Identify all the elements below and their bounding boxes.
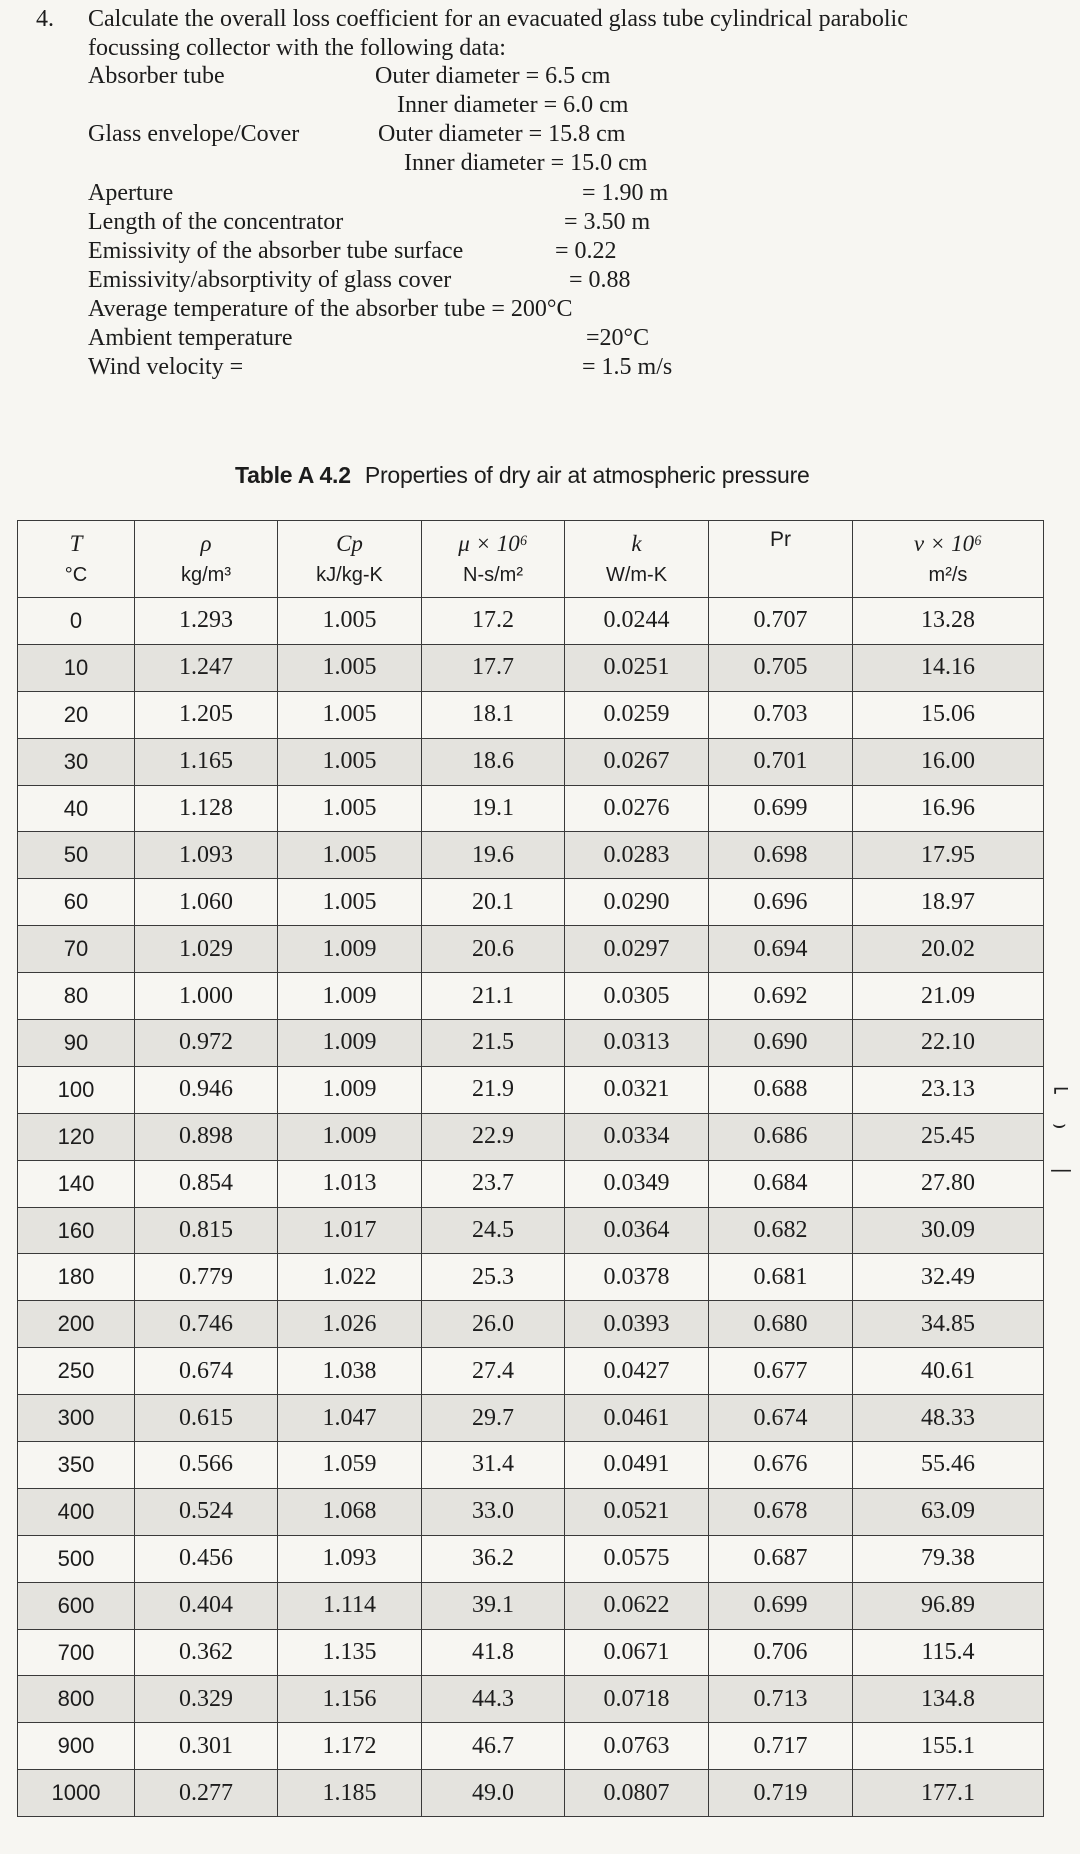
table-cell: 14.16 [853,644,1044,691]
table-cell: 60 [18,879,135,926]
table-cell: 1.009 [278,1066,422,1113]
header-unit: kg/m³ [181,563,231,586]
table-cell: 27.4 [422,1348,565,1395]
table-row [18,738,1044,785]
table-cell: 115.4 [853,1629,1044,1676]
header-sym: Cp [336,530,363,556]
table-cell: 0.0427 [565,1348,709,1395]
table-cell: 1.009 [278,973,422,1020]
table-cell: 0.0313 [565,1020,709,1067]
table-cell: 0.0763 [565,1723,709,1770]
table-row [18,1254,1044,1301]
table-cell: 0.701 [709,738,853,785]
table-cell: 17.95 [853,832,1044,879]
table-cell: 0.676 [709,1442,853,1489]
table-row [18,1020,1044,1067]
table-cell: 0.362 [135,1629,278,1676]
table-cell: 1.060 [135,879,278,926]
table-cell: 0.0718 [565,1676,709,1723]
table-cell: 16.00 [853,738,1044,785]
table-cell: 1.038 [278,1348,422,1395]
param-ambient-temp-label: Ambient temperature [88,325,293,351]
table-cell: 0.277 [135,1770,278,1817]
table-cell: 15.06 [853,691,1044,738]
table-cell: 21.1 [422,973,565,1020]
table-cell: 1.005 [278,879,422,926]
table-cell: 40.61 [853,1348,1044,1395]
table-row [18,1301,1044,1348]
table-cell: 1.114 [278,1582,422,1629]
param-glass-emissivity-value: = 0.88 [569,267,631,293]
table-cell: 27.80 [853,1160,1044,1207]
table-cell: 0.0276 [565,785,709,832]
table-cell: 0 [18,598,135,645]
table-cell: 1.047 [278,1395,422,1442]
header-sym: Pr [770,528,791,551]
table-cell: 0.0622 [565,1582,709,1629]
table-cell: 70 [18,926,135,973]
margin-pen-mark: ⌐ [1052,1078,1071,1103]
table-cell: 0.692 [709,973,853,1020]
header-unit: W/m-K [605,563,668,586]
table-cell: 0.898 [135,1113,278,1160]
table-cell: 160 [18,1207,135,1254]
table-cell: 0.0491 [565,1442,709,1489]
table-cell: 0.946 [135,1066,278,1113]
table-cell: 29.7 [422,1395,565,1442]
header-temperature [18,521,135,598]
table-cell: 90 [18,1020,135,1067]
table-cell: 300 [18,1395,135,1442]
table-cell: 0.0251 [565,644,709,691]
param-length-label: Length of the concentrator [88,209,344,235]
table-cell: 500 [18,1535,135,1582]
table-cell: 1.205 [135,691,278,738]
header-prandtl [709,521,853,598]
table-cell: 0.719 [709,1770,853,1817]
table-cell: 1.009 [278,1113,422,1160]
table-cell: 1.017 [278,1207,422,1254]
table-cell: 0.566 [135,1442,278,1489]
table-cell: 0.690 [709,1020,853,1067]
problem-text-line-2: focussing collector with the following data: [88,35,506,61]
table-cell: 1.009 [278,1020,422,1067]
param-aperture-label: Aperture [88,180,174,206]
table-cell: 1.013 [278,1160,422,1207]
table-row [18,598,1044,645]
table-cell: 1.005 [278,691,422,738]
table-cell: 1.005 [278,785,422,832]
table-cell: 177.1 [853,1770,1044,1817]
table-cell: 17.2 [422,598,565,645]
table-row [18,1207,1044,1254]
table-cell: 49.0 [422,1770,565,1817]
header-sym: T [69,530,83,556]
table-cell: 34.85 [853,1301,1044,1348]
table-row [18,1723,1044,1770]
table-cell: 1.009 [278,926,422,973]
table-cell: 0.0461 [565,1395,709,1442]
table-cell: 1.059 [278,1442,422,1489]
param-length-value: = 3.50 m [564,209,651,235]
table-cell: 1.000 [135,973,278,1020]
header-sym: ν × 10⁶ [913,530,983,556]
table-cell: 0.0575 [565,1535,709,1582]
table-cell: 1.005 [278,738,422,785]
header-sym: k [631,530,642,556]
table-cell: 0.680 [709,1301,853,1348]
table-cell: 0.688 [709,1066,853,1113]
table-cell: 1.068 [278,1488,422,1535]
table-cell: 0.686 [709,1113,853,1160]
table-cell: 1.093 [278,1535,422,1582]
table-cell: 1.022 [278,1254,422,1301]
problem-number: 4. [36,6,54,32]
table-cell: 30 [18,738,135,785]
table-row [18,1395,1044,1442]
table-cell: 0.0378 [565,1254,709,1301]
table-cell: 250 [18,1348,135,1395]
table-row [18,1160,1044,1207]
table-cell: 0.0334 [565,1113,709,1160]
table-cell: 0.0244 [565,598,709,645]
table-cell: 140 [18,1160,135,1207]
table-cell: 1.093 [135,832,278,879]
param-wind-label: Wind velocity = [88,354,244,380]
absorber-label: Absorber tube [88,63,225,89]
table-cell: 25.45 [853,1113,1044,1160]
table-cell: 36.2 [422,1535,565,1582]
table-cell: 0.0305 [565,973,709,1020]
table-cell: 100 [18,1066,135,1113]
table-cell: 23.13 [853,1066,1044,1113]
table-cell: 0.0321 [565,1066,709,1113]
header-sym: ρ [200,530,212,556]
table-cell: 0.699 [709,785,853,832]
table-cell: 0.0297 [565,926,709,973]
table-cell: 0.779 [135,1254,278,1301]
table-row [18,832,1044,879]
table-cell: 63.09 [853,1488,1044,1535]
param-aperture-value: = 1.90 m [582,180,669,206]
table-cell: 96.89 [853,1582,1044,1629]
table-cell: 134.8 [853,1676,1044,1723]
table-cell: 0.706 [709,1629,853,1676]
table-cell: 0.696 [709,879,853,926]
table-title: Properties of dry air at atmospheric pressure [364,462,810,488]
table-cell: 1.293 [135,598,278,645]
table-cell: 0.703 [709,691,853,738]
table-cell: 0.301 [135,1723,278,1770]
table-cell: 0.0259 [565,691,709,738]
table-cell: 0.746 [135,1301,278,1348]
table-cell: 0.713 [709,1676,853,1723]
table-cell: 79.38 [853,1535,1044,1582]
table-cell: 0.404 [135,1582,278,1629]
table-cell: 0.0349 [565,1160,709,1207]
table-cell: 1.156 [278,1676,422,1723]
table-cell: 31.4 [422,1442,565,1489]
table-row [18,1348,1044,1395]
table-cell: 0.0807 [565,1770,709,1817]
table-cell: 0.705 [709,644,853,691]
table-cell: 1.005 [278,644,422,691]
table-cell: 41.8 [422,1629,565,1676]
margin-pen-mark: — [1050,1158,1072,1183]
table-cell: 0.698 [709,832,853,879]
param-glass-emissivity-label: Emissivity/absorptivity of glass cover [88,267,452,293]
table-cell: 1.005 [278,598,422,645]
table-cell: 48.33 [853,1395,1044,1442]
table-cell: 0.678 [709,1488,853,1535]
table-cell: 80 [18,973,135,1020]
header-unit: m²/s [928,563,968,586]
table-cell: 1.128 [135,785,278,832]
table-cell: 0.717 [709,1723,853,1770]
table-cell: 1.135 [278,1629,422,1676]
table-cell: 32.49 [853,1254,1044,1301]
table-cell: 26.0 [422,1301,565,1348]
absorber-outer-diameter: Outer diameter = 6.5 cm [375,63,611,89]
table-cell: 0.0283 [565,832,709,879]
table-cell: 0.0290 [565,879,709,926]
header-viscosity [422,521,565,598]
table-cell: 0.699 [709,1582,853,1629]
table-row [18,1770,1044,1817]
header-density [135,521,278,598]
table-row [18,1113,1044,1160]
problem-text-line-1: Calculate the overall loss coefficient for an evacuated glass tube cylindrical parabolic [88,6,908,32]
table-row [18,926,1044,973]
table-cell: 24.5 [422,1207,565,1254]
table-cell: 0.0393 [565,1301,709,1348]
table-cell: 0.0364 [565,1207,709,1254]
table-cell: 0.687 [709,1535,853,1582]
table-cell: 21.5 [422,1020,565,1067]
table-cell: 0.0521 [565,1488,709,1535]
table-cell: 33.0 [422,1488,565,1535]
param-absorber-emissivity-value: = 0.22 [555,238,617,264]
table-cell: 50 [18,832,135,879]
header-unit: kJ/kg-K [316,563,383,586]
param-absorber-temp-label: Average temperature of the absorber tube = 200°C [88,296,573,322]
table-cell: 0.329 [135,1676,278,1723]
glass-outer-diameter: Outer diameter = 15.8 cm [378,121,626,147]
table-cell: 1.029 [135,926,278,973]
margin-pen-mark: ⌣ [1052,1112,1067,1137]
table-cell: 18.97 [853,879,1044,926]
table-cell: 55.46 [853,1442,1044,1489]
table-label: Table A 4.2 [235,462,351,488]
table-cell: 0.615 [135,1395,278,1442]
table-cell: 700 [18,1629,135,1676]
table-row [18,691,1044,738]
table-row [18,1066,1044,1113]
table-row [18,1676,1044,1723]
table-cell: 600 [18,1582,135,1629]
table-cell: 46.7 [422,1723,565,1770]
table-cell: 1.247 [135,644,278,691]
table-cell: 19.6 [422,832,565,879]
table-cell: 900 [18,1723,135,1770]
table-cell: 400 [18,1488,135,1535]
table-cell: 21.9 [422,1066,565,1113]
table-body [18,598,1044,1817]
header-unit: °C [64,563,88,586]
table-caption [235,462,810,489]
table-cell: 0.854 [135,1160,278,1207]
table-cell: 350 [18,1442,135,1489]
table-cell: 0.815 [135,1207,278,1254]
table-cell: 22.10 [853,1020,1044,1067]
table-row [18,785,1044,832]
table-cell: 17.7 [422,644,565,691]
param-wind-value: = 1.5 m/s [582,354,673,380]
table-cell: 180 [18,1254,135,1301]
header-conductivity [565,521,709,598]
header-sym: μ × 10⁶ [458,530,528,556]
header-unit: N-s/m² [463,563,523,586]
table-cell: 0.456 [135,1535,278,1582]
table-cell: 0.0671 [565,1629,709,1676]
param-ambient-temp-value: =20°C [586,325,650,351]
table-cell: 18.1 [422,691,565,738]
table-cell: 20.02 [853,926,1044,973]
table-cell: 44.3 [422,1676,565,1723]
header-kinematic-viscosity [853,521,1044,598]
param-absorber-emissivity-label: Emissivity of the absorber tube surface [88,238,464,264]
table-cell: 30.09 [853,1207,1044,1254]
table-cell: 23.7 [422,1160,565,1207]
table-cell: 155.1 [853,1723,1044,1770]
table-row [18,644,1044,691]
table-cell: 22.9 [422,1113,565,1160]
table-cell: 1.026 [278,1301,422,1348]
table-cell: 0.674 [709,1395,853,1442]
table-cell: 18.6 [422,738,565,785]
table-header-row [18,521,1044,598]
table-cell: 20 [18,691,135,738]
table-cell: 800 [18,1676,135,1723]
glass-label: Glass envelope/Cover [88,121,300,147]
table-cell: 16.96 [853,785,1044,832]
table-cell: 40 [18,785,135,832]
table-cell: 0.674 [135,1348,278,1395]
table-cell: 0.677 [709,1348,853,1395]
table-cell: 1.172 [278,1723,422,1770]
table-cell: 0.972 [135,1020,278,1067]
table-cell: 200 [18,1301,135,1348]
table-row [18,1582,1044,1629]
table-cell: 13.28 [853,598,1044,645]
glass-inner-diameter: Inner diameter = 15.0 cm [404,150,648,176]
table-cell: 19.1 [422,785,565,832]
table-cell: 20.1 [422,879,565,926]
table-cell: 120 [18,1113,135,1160]
table-cell: 0.681 [709,1254,853,1301]
air-properties-table [17,520,1044,1817]
table-cell: 1.165 [135,738,278,785]
table-cell: 0.682 [709,1207,853,1254]
table-cell: 0.707 [709,598,853,645]
table-row [18,1488,1044,1535]
table-cell: 1.185 [278,1770,422,1817]
table-cell: 0.524 [135,1488,278,1535]
table-row [18,1629,1044,1676]
table-cell: 21.09 [853,973,1044,1020]
table-cell: 1000 [18,1770,135,1817]
table-cell: 20.6 [422,926,565,973]
table-row [18,879,1044,926]
table-cell: 0.694 [709,926,853,973]
table-row [18,1535,1044,1582]
table-cell: 39.1 [422,1582,565,1629]
table-cell: 1.005 [278,832,422,879]
header-specific-heat [278,521,422,598]
table-cell: 25.3 [422,1254,565,1301]
table-row [18,973,1044,1020]
table-row [18,1442,1044,1489]
table-cell: 10 [18,644,135,691]
absorber-inner-diameter: Inner diameter = 6.0 cm [397,92,629,118]
table-cell: 0.684 [709,1160,853,1207]
table-cell: 0.0267 [565,738,709,785]
